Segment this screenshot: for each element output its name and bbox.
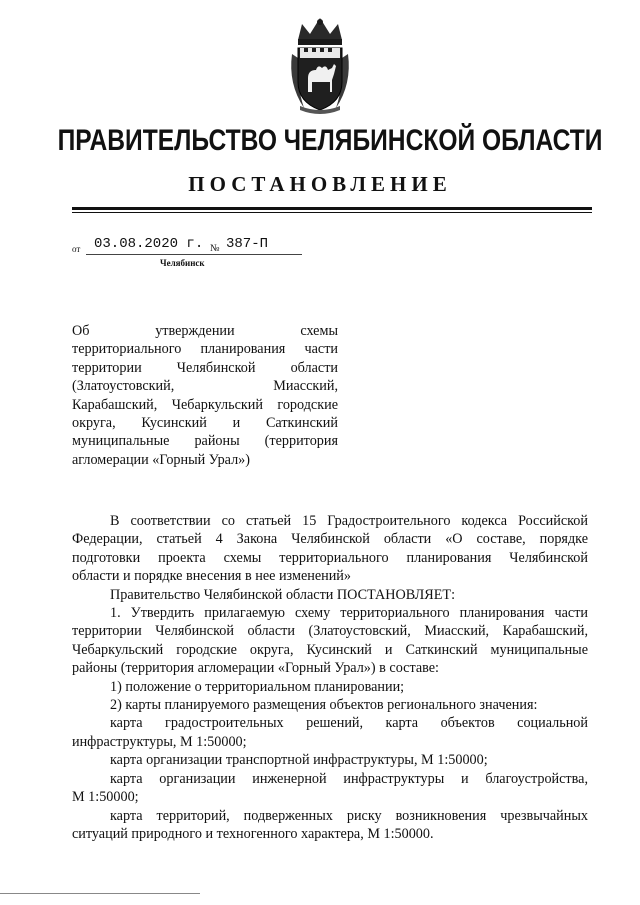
subject-line: округа, Кусинский и Саткинский — [72, 415, 338, 432]
date-number-line — [72, 236, 312, 258]
subject-line: Об утверждении схемы — [72, 323, 338, 339]
body-line: подготовки проекта схемы территориального планирования Челябинской — [72, 549, 588, 566]
body-line: районы (территория агломерации «Горный Урал») в составе: — [72, 660, 439, 677]
from-label: от — [72, 244, 81, 254]
date-underline — [86, 254, 302, 255]
body-line: Чебаркульский городские округа, Кусинский и Саткинский муниципальные — [72, 641, 588, 658]
city-name: Челябинск — [160, 258, 205, 268]
body-line: 2) карты планируемого размещения объектов регионального значения: — [110, 697, 538, 714]
body-line: карта градостроительных решений, карта объектов социальной — [110, 715, 588, 732]
body-line: области и порядке внесения в нее изменений» — [72, 568, 351, 585]
body-line: карта организации транспортной инфраструктуры, М 1:50000; — [110, 752, 488, 769]
body-line: карта организации инженерной инфраструктуры и благоустройства, — [110, 770, 588, 787]
body-line: В соответствии со статьей 15 Градостроительного кодекса Российской — [110, 513, 588, 529]
subject-line: Карабашский, Чебаркульский городские — [72, 396, 338, 413]
subject-line: территориального планирования части — [72, 341, 338, 358]
body-line: 1) положение о территориальном планировании; — [110, 678, 405, 695]
subject-line: муниципальные районы (территория — [72, 433, 338, 450]
body-line: 1. Утвердить прилагаемую схему территориального планирования части — [110, 605, 588, 622]
footer-rule — [0, 893, 200, 894]
chelyabinsk-coat-of-arms-icon — [286, 14, 354, 118]
subject-line: территории Челябинской области — [72, 359, 338, 376]
body-line: Федерации, статьей 4 Закона Челябинской области «О составе, порядке — [72, 531, 588, 548]
document-date: 03.08.2020 г. — [94, 236, 204, 252]
body-line: ситуаций природного и техногенного характера, М 1:50000. — [72, 825, 434, 842]
body-line: карта территорий, подверженных риску возникновения чрезвычайных — [110, 807, 588, 824]
body-line: инфраструктуры, М 1:50000; — [72, 733, 247, 750]
subject-line: агломерации «Горный Урал») — [72, 451, 250, 468]
number-label: № — [210, 243, 220, 254]
body-line: Правительство Челябинской области ПОСТАНОВЛЯЕТ: — [110, 586, 456, 603]
document-subject — [72, 322, 338, 469]
body-line: территории Челябинской области (Златоустовский, Миасский, Карабашский, — [72, 623, 588, 640]
header-rule-thin — [72, 212, 592, 213]
document-number: 387-П — [226, 236, 269, 252]
government-title: ПРАВИТЕЛЬСТВО ЧЕЛЯБИНСКОЙ ОБЛАСТИ — [57, 124, 603, 157]
header-rule-thick — [72, 207, 592, 210]
subject-line: (Златоустовский, Миасский, — [72, 378, 338, 395]
document-type: ПОСТАНОВЛЕНИЕ — [188, 172, 452, 196]
body-line: М 1:50000; — [72, 789, 139, 806]
document-body — [72, 512, 588, 843]
